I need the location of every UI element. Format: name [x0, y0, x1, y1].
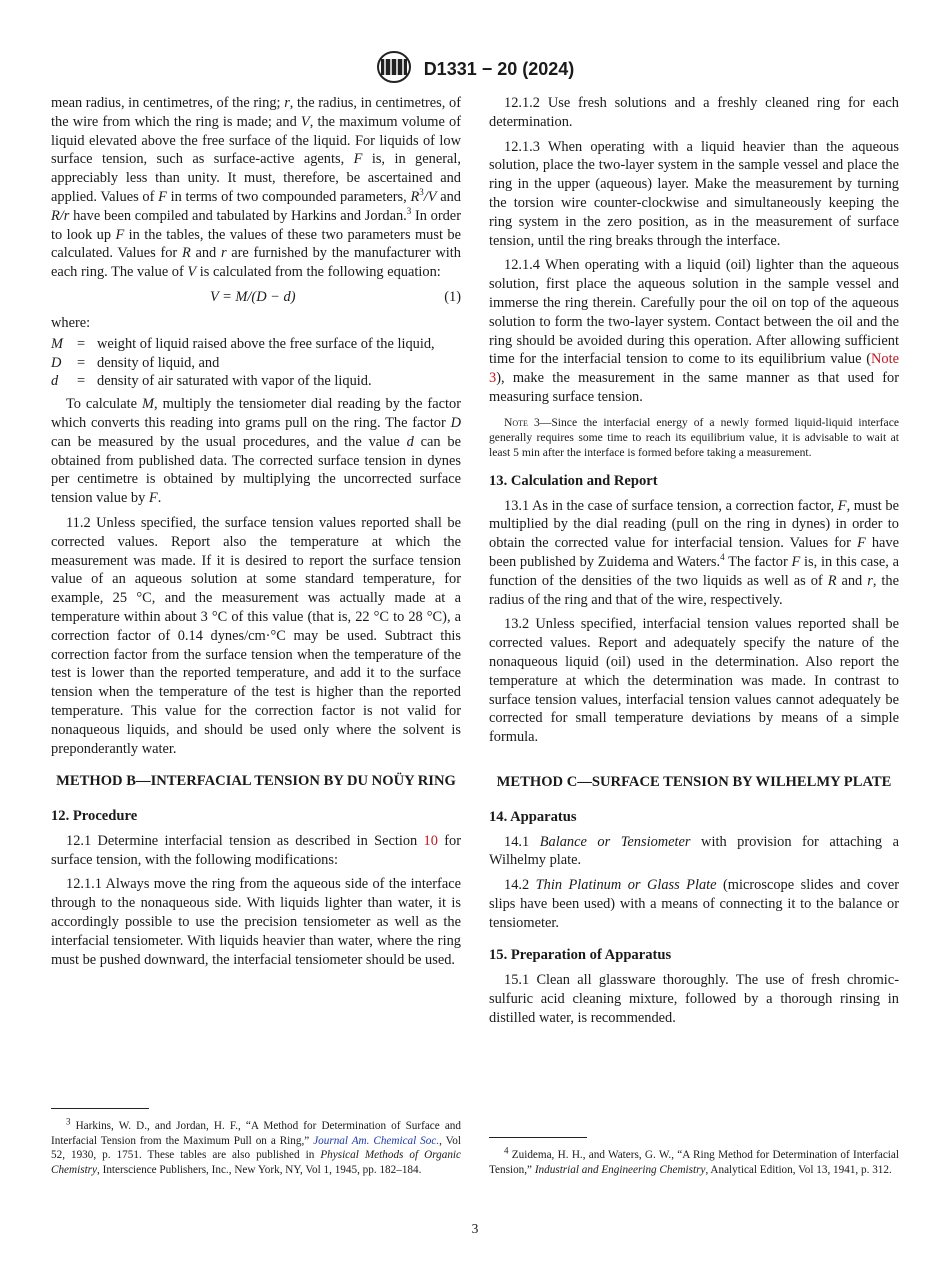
right-column: [489, 94, 899, 1034]
paragraph-12-1-3: 12.1.3 When operating with a liquid heavier than the aqueous solution, place the two-layer system in the sample vessel and place the ring in the upper (aqueous) layer. Make the measurement by turning the torsion wire counter-clockwise and simultaneously keeping the ring system in the zero position, as in the measurement of surface tension, until the ring breaks through the interface.: [489, 138, 899, 249]
paragraph-radius-definitions: mean radius, in centimetres, of the ring; r, the radius, in centimetres, of the wire from which the ring is made; and V, the maximum volume of liquid elevated above the free surface of the liquid. For liquids of low surface tension, such as surface-active agents, F is, in general, appreciably less than unity. It must, therefore, be ascertained and applied. Values of F in terms of two compounded parameters, $R^3/V$ and R/r have been compiled and tabulated by Harkins and Jordan.$^3$ In order to look up F in the tables, the values of these two parameters must be calculated. Values for R and r are furnished by the manufacturer with each ring. The value of V is calculated from the following equation:: [51, 95, 461, 281]
equation-number: (1): [444, 288, 461, 305]
footnote-4: $^4$ Zuidema, H. H., and Waters, G. W., “A Ring Method for Determination of Interfacial Tension,” Industrial and Engineering Chemistry, Analytical Edition, Vol 13, 1941, p. 312.: [489, 1145, 899, 1176]
footnote-3: $^3$ Harkins, W. D., and Jordan, H. F., “A Method for Determination of Surface and Interfacial Tension from the Maximum Pull on a Ring,” Journal Am. Chemical Soc., Vol 52, 1930, p. 1751. These tables are also published in Physical Methods of Organic Chemistry, Interscience Publishers, Inc., New York, NY, Vol 1, 1945, pp. 182–184.: [51, 1116, 462, 1176]
equation-1: [51, 288, 461, 308]
variable-row: D = density of liquid, and: [51, 354, 220, 371]
section-15-heading: 15. Preparation of Apparatus: [489, 947, 672, 964]
section-14-heading: 14. Apparatus: [489, 808, 577, 825]
method-b-heading: METHOD B—INTERFACIAL TENSION BY DU NOÜY RING: [56, 773, 456, 790]
paragraph-15-1: 15.1 Clean all glassware thoroughly. The use of fresh chromic-sulfuric acid cleaning mixture, followed by a thorough rinsing in distilled water, is recommended.: [489, 972, 899, 1026]
astm-logo-icon: [376, 50, 412, 89]
section-12-heading: 12. Procedure: [51, 808, 138, 825]
variable-row: d = density of air saturated with vapor of the liquid.: [51, 373, 372, 390]
paragraph-14-2: 14.2 Thin Platinum or Glass Plate (microscope slides and cover slips have been used) with a means of connecting it to the balance or tensiometer.: [489, 877, 900, 931]
page-number: 3: [471, 1221, 479, 1236]
paragraph-12-1-2: 12.1.2 Use fresh solutions and a freshly cleaned ring for each determination.: [489, 95, 899, 130]
paragraph-13-1: 13.1 As in the case of surface tension, a correction factor, F, must be multiplied by the dial reading (pull on the ring in dynes) in order to obtain the corrected value for interfacial tension. Values for F have been published by Zuidema and Waters.$^4$ The factor F is, in this case, a function of the densities of the two liquids as well as of R and r, the radius of the ring and that of the wire, respectively.: [489, 497, 899, 608]
method-c-heading: METHOD C—SURFACE TENSION BY WILHELMY PLATE: [496, 773, 892, 790]
section-13-heading: 13. Calculation and Report: [489, 472, 658, 489]
paragraph-calculate-m: To calculate M, multiply the tensiometer dial reading by the factor which converts this reading into grams pull on the ring. The factor D can be measured by the usual procedures, and the value d can be obtained from published data. The corrected surface tension in dynes per centimetre is obtained by multiplying the uncorrected surface tension value by F.: [51, 396, 462, 507]
left-column: [51, 94, 461, 975]
footnote-ref-4[interactable]: 4: [720, 552, 725, 563]
document-designation: D1331 − 20 (2024): [423, 59, 575, 79]
variable-row: M = weight of liquid raised above the free surface of the liquid,: [51, 335, 435, 352]
paragraph-14-1: 14.1 Balance or Tensiometer with provision for attaching a Wilhelmy plate.: [489, 833, 899, 869]
note-3-link[interactable]: Note 3: [489, 351, 899, 387]
page-header: [0, 50, 950, 88]
journal-link[interactable]: Journal Am. Chemical Soc.: [313, 1134, 440, 1147]
paragraph-12-1: 12.1 Determine interfacial tension as described in Section 10 for surface tension, with the following modifications:: [51, 832, 461, 868]
equation-body: V = M/(D − d): [210, 288, 296, 305]
footnote-divider: [489, 1137, 587, 1138]
footnote-ref-3[interactable]: 3: [406, 205, 412, 216]
section-10-link[interactable]: 10: [423, 832, 438, 849]
note-3: Note 3—Since the interfacial energy of a newly formed liquid-liquid interface generally requires some time to reach its equilibrium value, it is advisable to wait at least 5 min after the interface is formed before taking a measurement.: [489, 415, 899, 459]
footnote-divider: [51, 1108, 149, 1109]
paragraph-12-1-1: 12.1.1 Always move the ring from the aqueous side of the interface through to the nonaqueous side. With liquids lighter than water, it is accordingly possible to use the precision tensiometer as well as the interfacial tensiometer. With liquids heavier than water, where the ring must be pushed downward, the interfacial tensiometer should be used.: [51, 876, 461, 968]
paragraph-12-1-4: 12.1.4 When operating with a liquid (oil) lighter than the aqueous solution, first place the aqueous solution in the sample vessel and immerse the ring therein. Carefully pour the oil on top of the aqueous solution to form the two-layer system. Contact between the oil and the ring should be avoided during this operation. After allowing sufficient time for the interfacial tension to come to its equilibrium value (Note 3), make the measurement in the same manner as that used for measuring surface tension.: [489, 257, 899, 405]
where-label: where:: [51, 314, 91, 331]
paragraph-11-2: 11.2 Unless specified, the surface tension values reported shall be corrected values. Report also the temperature at which the measurement was made. If it is desired to report the surface tension value of an aqueous solution at some standard temperature, for example, 25 °C, and the measurement was actually made at a temperature within about 3 °C of this value (that is, 22 °C to 28 °C), a correction factor of 0.14 dynes/cm·°C may be used. Subtract this correction factor from the surface tension when the temperature of the test is lower than the reported temperature, and add it to the surface tension when the temperature of the test is higher than the reported temperature. This value for the correction factor is not valid for nonaqueous liquids, and should be used only where the solvent is preponderantly water.: [51, 514, 461, 757]
paragraph-13-2: 13.2 Unless specified, interfacial tension values reported shall be corrected values. Report and adequately specify the nature of the nonaqueous liquid (oil) used in the determination. Also report the temperature at which the determination was made. In contrast to surface tension values, interfacial tension values cannot adequately be corrected for small temperature deviations by means of a simple formula.: [489, 616, 899, 746]
